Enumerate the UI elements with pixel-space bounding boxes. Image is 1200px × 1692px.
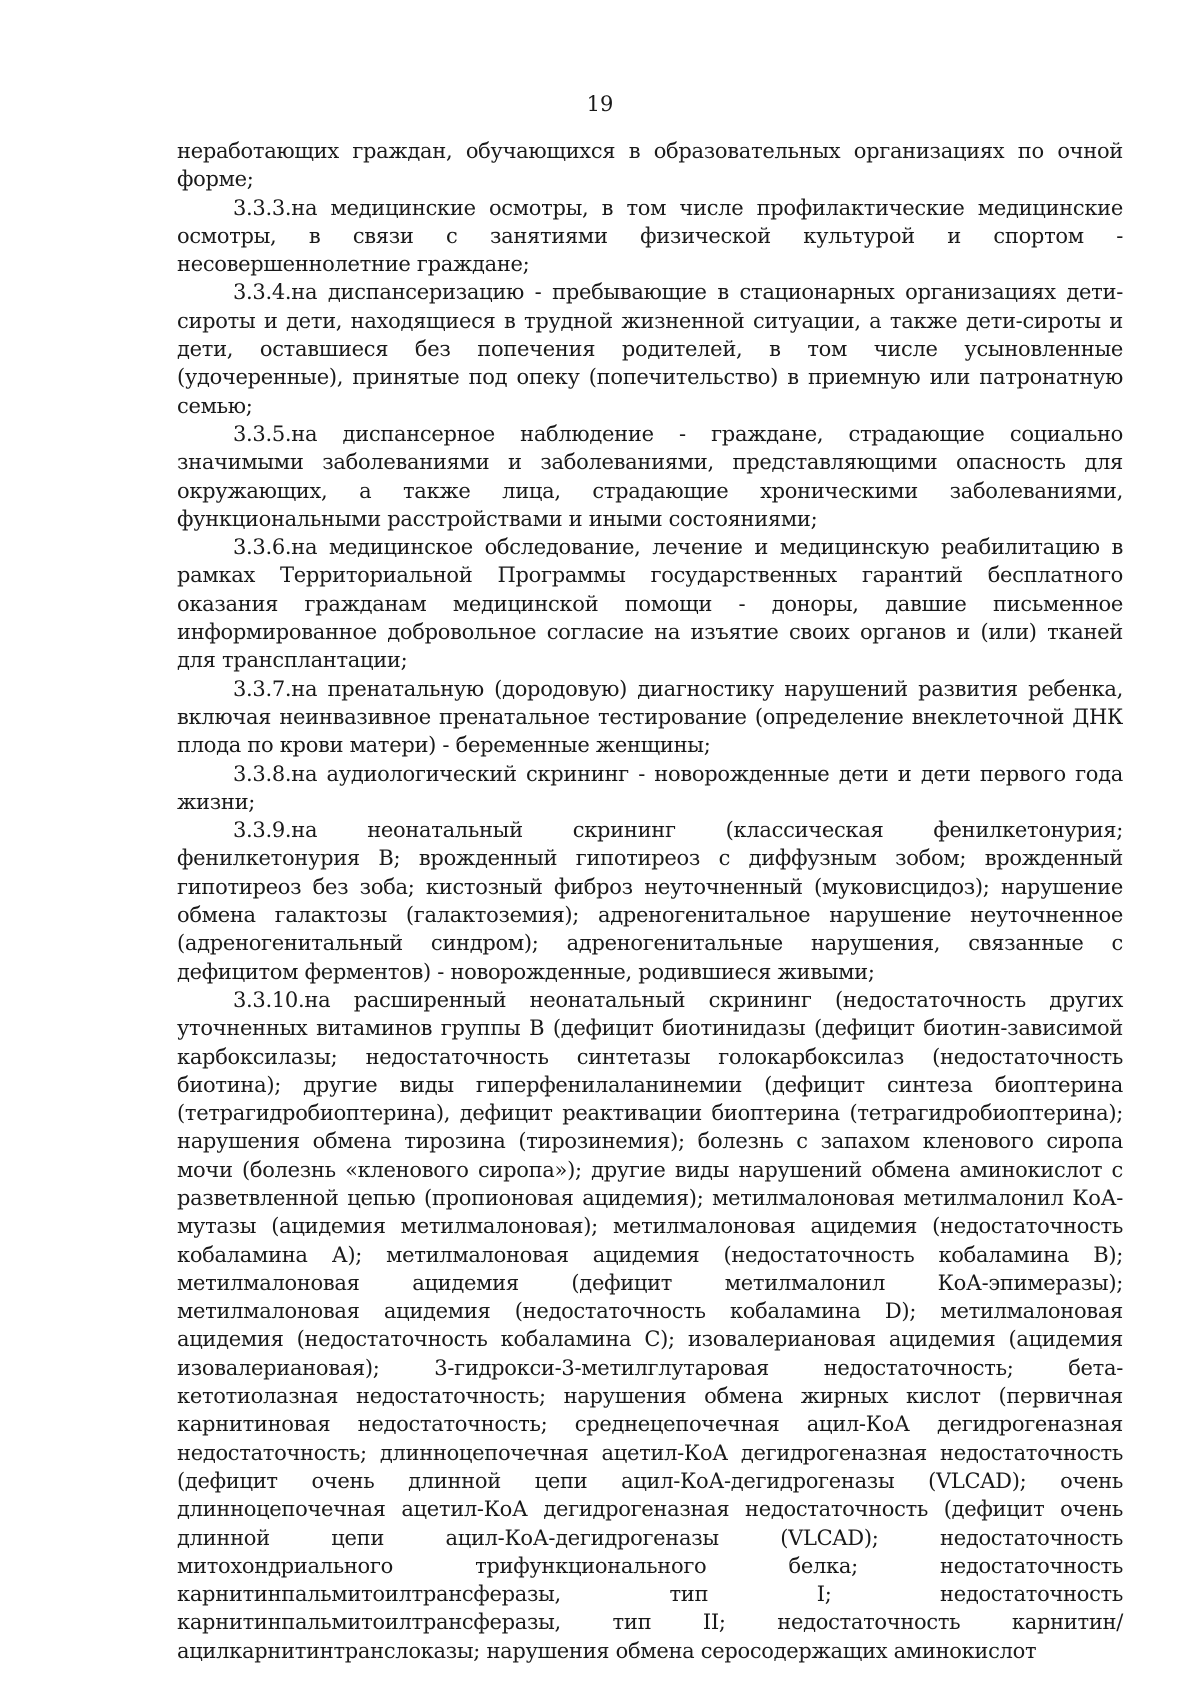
paragraph-continuation: неработающих граждан, обучающихся в образовательных организациях по очной форме; xyxy=(177,139,1123,192)
page-number: 19 xyxy=(586,92,614,116)
paragraph-3-3-9: 3.3.9.на неонатальный скрининг (классическая фенилкетонурия; фенилкетонурия В; врожденный гипотиреоз с диффузным зобом; врожденный гипотиреоз без зоба; кистозный фиброз неуточненный (муковисцидоз); нарушение обмена галактозы (галактоземия); адреногенитальное нарушение неуточненное (адреногенитальный синдром); адреногенитальные нарушения, связанные с дефицитом ферментов) - новорожденные, родившиеся живыми; xyxy=(177,818,1123,984)
paragraph-3-3-7: 3.3.7.на пренатальную (дородовую) диагностику нарушений развития ребенка, включая неинвазивное пренатальное тестирование (определение внеклеточной ДНК плода по крови матери) - беременные женщины; xyxy=(177,676,1123,758)
document-body xyxy=(177,137,1123,1665)
paragraph-3-3-5: 3.3.5.на диспансерное наблюдение - граждане, страдающие социально значимыми заболеваниями и заболеваниями, представляющими опасность для окружающих, а также лица, страдающие хроническими заболеваниями, функциональными расстройствами и иными состояниями; xyxy=(177,421,1123,531)
paragraph-3-3-10: 3.3.10.на расширенный неонатальный скрининг (недостаточность других уточненных витаминов группы В (дефицит биотинидазы (дефицит биотин-зависимой карбоксилазы; недостаточность синтетазы голокарбоксилаз (недостаточность биотина); другие виды гиперфенилаланинемии (дефицит синтеза биоптерина (тетрагидробиоптерина), дефицит реактивации биоптерина (тетрагидробиоптерина); нарушения обмена тирозина (тирозинемия); болезнь с запахом кленового сиропа мочи (болезнь «кленового сиропа»); другие виды нарушений обмена аминокислот с разветвленной цепью (пропионовая ацидемия); метилмалоновая метилмалонил КоА-мутазы (ацидемия метилмалоновая); метилмалоновая ацидемия (недостаточность кобаламина А); метилмалоновая ацидемия (недостаточность кобаламина В); метилмалоновая ацидемия (дефицит метилмалонил КоА-эпимеразы); метилмалоновая ацидемия (недостаточность кобаламина D); метилмалоновая ацидемия (недостаточность кобаламина С); изовалериановая ацидемия (ацидемия изовалериановая); 3-гидрокси-3-метилглутаровая недостаточность; бета-кетотиолазная недостаточность; нарушения обмена жирных кислот (первичная карнитиновая недостаточность; среднецепочечная ацил-КоА дегидрогеназная недостаточность; длинноцепочечная ацетил-КоА дегидрогеназная недостаточность (дефицит очень длинной цепи ацил-КоА-дегидрогеназы (VLCAD); очень длинноцепочечная ацетил-КоА дегидрогеназная недостаточность (дефицит очень длинной цепи ацил-КоА-дегидрогеназы (VLCAD); недостаточность митохондриального трифункционального белка; недостаточность карнитинпальмитоилтрансферазы, тип I; недостаточность карнитинпальмитоилтрансферазы, тип II; недостаточность карнитин/ацилкарнитинтранслоказы; нарушения обмена серосодержащих аминокислот xyxy=(177,987,1123,1663)
paragraph-3-3-4: 3.3.4.на диспансеризацию - пребывающие в стационарных организациях дети-сироты и дети, находящиеся в трудной жизненной ситуации, а также дети-сироты и дети, оставшиеся без попечения родителей, в том числе усыновленные (удочеренные), принятые под опеку (попечительство) в приемную или патронатную семью; xyxy=(177,280,1123,418)
paragraph-3-3-3: 3.3.3.на медицинские осмотры, в том числе профилактические медицинские осмотры, в связи с занятиями физической культурой и спортом - несовершеннолетние граждане; xyxy=(177,195,1123,277)
paragraph-3-3-6: 3.3.6.на медицинское обследование, лечение и медицинскую реабилитацию в рамках Территориальной Программы государственных гарантий бесплатного оказания гражданам медицинской помощи - доноры, давшие письменное информированное добровольное согласие на изъятие своих органов и (или) тканей для трансплантации; xyxy=(177,535,1123,673)
paragraph-3-3-8: 3.3.8.на аудиологический скрининг - новорожденные дети и дети первого года жизни; xyxy=(177,761,1123,814)
